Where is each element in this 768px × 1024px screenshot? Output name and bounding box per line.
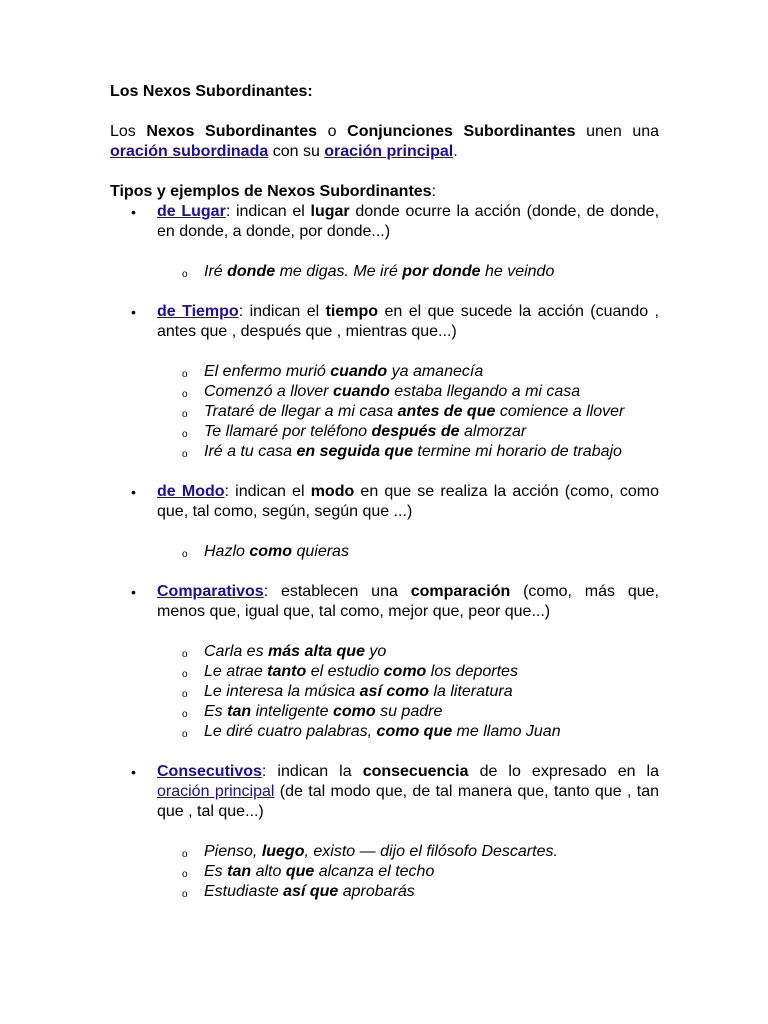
example-item [157,702,659,722]
item-text: : indican el [225,203,311,220]
item-text: en que se realiza la acción (como, como que, tal como, según, según que ...) [157,483,660,520]
item-text: en el que sucede la acción (cuando , antes que , después que , mientras que...) [157,303,659,340]
example-bold: cuando [332,383,390,400]
item-text: donde ocurre la acción (donde, de donde, en donde, a donde, por donde...) [157,203,660,240]
example-bold: como [332,703,376,720]
example-text: Le atrae [204,663,268,680]
example-bold: que [285,863,315,880]
example-text: el estudio [306,663,384,680]
link-de-tiempo[interactable]: de Tiempo [157,303,239,320]
link-oracion-principal-2[interactable]: oración principal [157,783,275,800]
link-oracion-subordinada[interactable]: oración subordinada [110,143,269,160]
example-bold: después de [371,423,460,440]
example-text: comience a llover [495,403,625,420]
example-bold: tan [227,703,252,720]
example-text: su padre [375,703,443,720]
intro-bold-conjunciones: Conjunciones Subordinantes [347,123,576,140]
tipos-heading-text: Tipos y ejemplos de Nexos Subordinantes [110,183,432,200]
example-text: yo [364,643,387,660]
example-text: Carla es [204,643,269,660]
example-text: Le interesa la música [204,683,360,700]
intro-text: o [317,123,348,140]
intro-bold-nexos: Nexos Subordinantes [146,123,318,140]
example-item [157,362,659,382]
example-item [157,442,659,462]
link-de-lugar[interactable]: de Lugar [157,203,226,220]
example-bold: tanto [267,663,307,680]
example-bold: que [336,643,365,660]
example-item [157,862,659,882]
item-bold: modo [310,483,355,500]
list-item-lugar [110,202,659,282]
examples-consecutivos [157,842,659,902]
example-bold: así como [359,683,429,700]
example-text: Le diré cuatro palabras, [204,723,377,740]
example-item [157,422,659,442]
item-text: : indican la [261,763,363,780]
example-text: Pienso, [204,843,262,860]
example-bold: antes de que [397,403,496,420]
example-text: Te llamaré por teléfono [204,423,372,440]
example-text: los deportes [426,663,518,680]
examples-comparativos [157,642,659,742]
example-text: almorzar [459,423,527,440]
example-bold: luego [261,843,305,860]
nexos-list [110,202,659,902]
example-bold: por donde [402,263,481,280]
intro-text: Los [110,123,147,140]
item-text: de lo expresado en la [468,763,659,780]
example-item [157,682,659,702]
list-item-comparativos [110,582,659,742]
example-text: ya amanecía [387,363,484,380]
link-comparativos[interactable]: Comparativos [157,583,264,600]
item-text: : establecen una [263,583,411,600]
item-text: (de tal modo que, de tal manera que, tanto que , tan que , tal que...) [157,783,659,820]
example-text: me digas. Me iré [275,263,403,280]
example-item [157,262,659,282]
item-bold: tiempo [325,303,379,320]
example-text: inteligente [251,703,333,720]
item-text: (como, más que, menos que, igual que, tal como, mejor que, peor que...) [157,583,659,620]
example-text: Comenzó a llover [204,383,333,400]
item-text: : indican el [224,483,311,500]
example-bold: donde [227,263,276,280]
item-text: : indican el [238,303,326,320]
example-text: , existo — dijo el filósofo Descartes. [304,843,558,860]
example-item [157,642,659,662]
example-bold: tan [227,863,252,880]
example-text: la literatura [429,683,513,700]
intro-text: unen una [575,123,660,140]
examples-modo [157,542,659,562]
example-item [157,542,659,562]
item-bold: lugar [310,203,350,220]
example-text: Es [204,863,228,880]
list-item-consecutivos [110,762,659,902]
examples-lugar [157,262,659,282]
example-text: aprobarás [338,883,415,900]
list-item-tiempo [110,302,659,462]
example-item [157,722,659,742]
example-text: Iré a tu casa [204,443,297,460]
example-bold: como [249,543,293,560]
item-bold: comparación [410,583,511,600]
example-text: Trataré de llegar a mi casa [204,403,398,420]
example-text: El enfermo murió [204,363,331,380]
intro-text: . [453,143,458,160]
example-text: quieras [292,543,349,560]
example-bold: como [383,663,427,680]
example-text: Iré [204,263,228,280]
example-bold: como que [376,723,453,740]
example-bold: cuando [330,363,388,380]
example-text: Estudiaste [204,883,284,900]
link-de-modo[interactable]: de Modo [157,483,225,500]
document-title: Los Nexos Subordinantes: [110,83,313,100]
item-bold: consecuencia [362,763,469,780]
example-text: he veindo [480,263,555,280]
list-item-modo [110,482,659,562]
example-bold: así que [283,883,339,900]
examples-tiempo [157,362,659,462]
example-text: alto [251,863,286,880]
example-bold: en seguida que [296,443,413,460]
intro-paragraph [110,122,659,162]
link-oracion-principal[interactable]: oración principal [324,143,454,160]
example-text: Hazlo [204,543,250,560]
example-text: Es [204,703,228,720]
example-text: termine mi horario de trabajo [412,443,622,460]
example-text: alcanza el techo [314,863,435,880]
example-item [157,882,659,902]
document-page [110,82,659,922]
tipos-heading [110,182,659,202]
example-bold: más alta [268,643,333,660]
example-item [157,382,659,402]
example-item [157,662,659,682]
example-item [157,402,659,422]
tipos-colon: : [431,183,437,200]
link-consecutivos[interactable]: Consecutivos [157,763,262,780]
intro-text: con su [268,143,325,160]
example-text: me llamo Juan [452,723,561,740]
example-text: estaba llegando a mi casa [389,383,581,400]
example-item [157,842,659,862]
